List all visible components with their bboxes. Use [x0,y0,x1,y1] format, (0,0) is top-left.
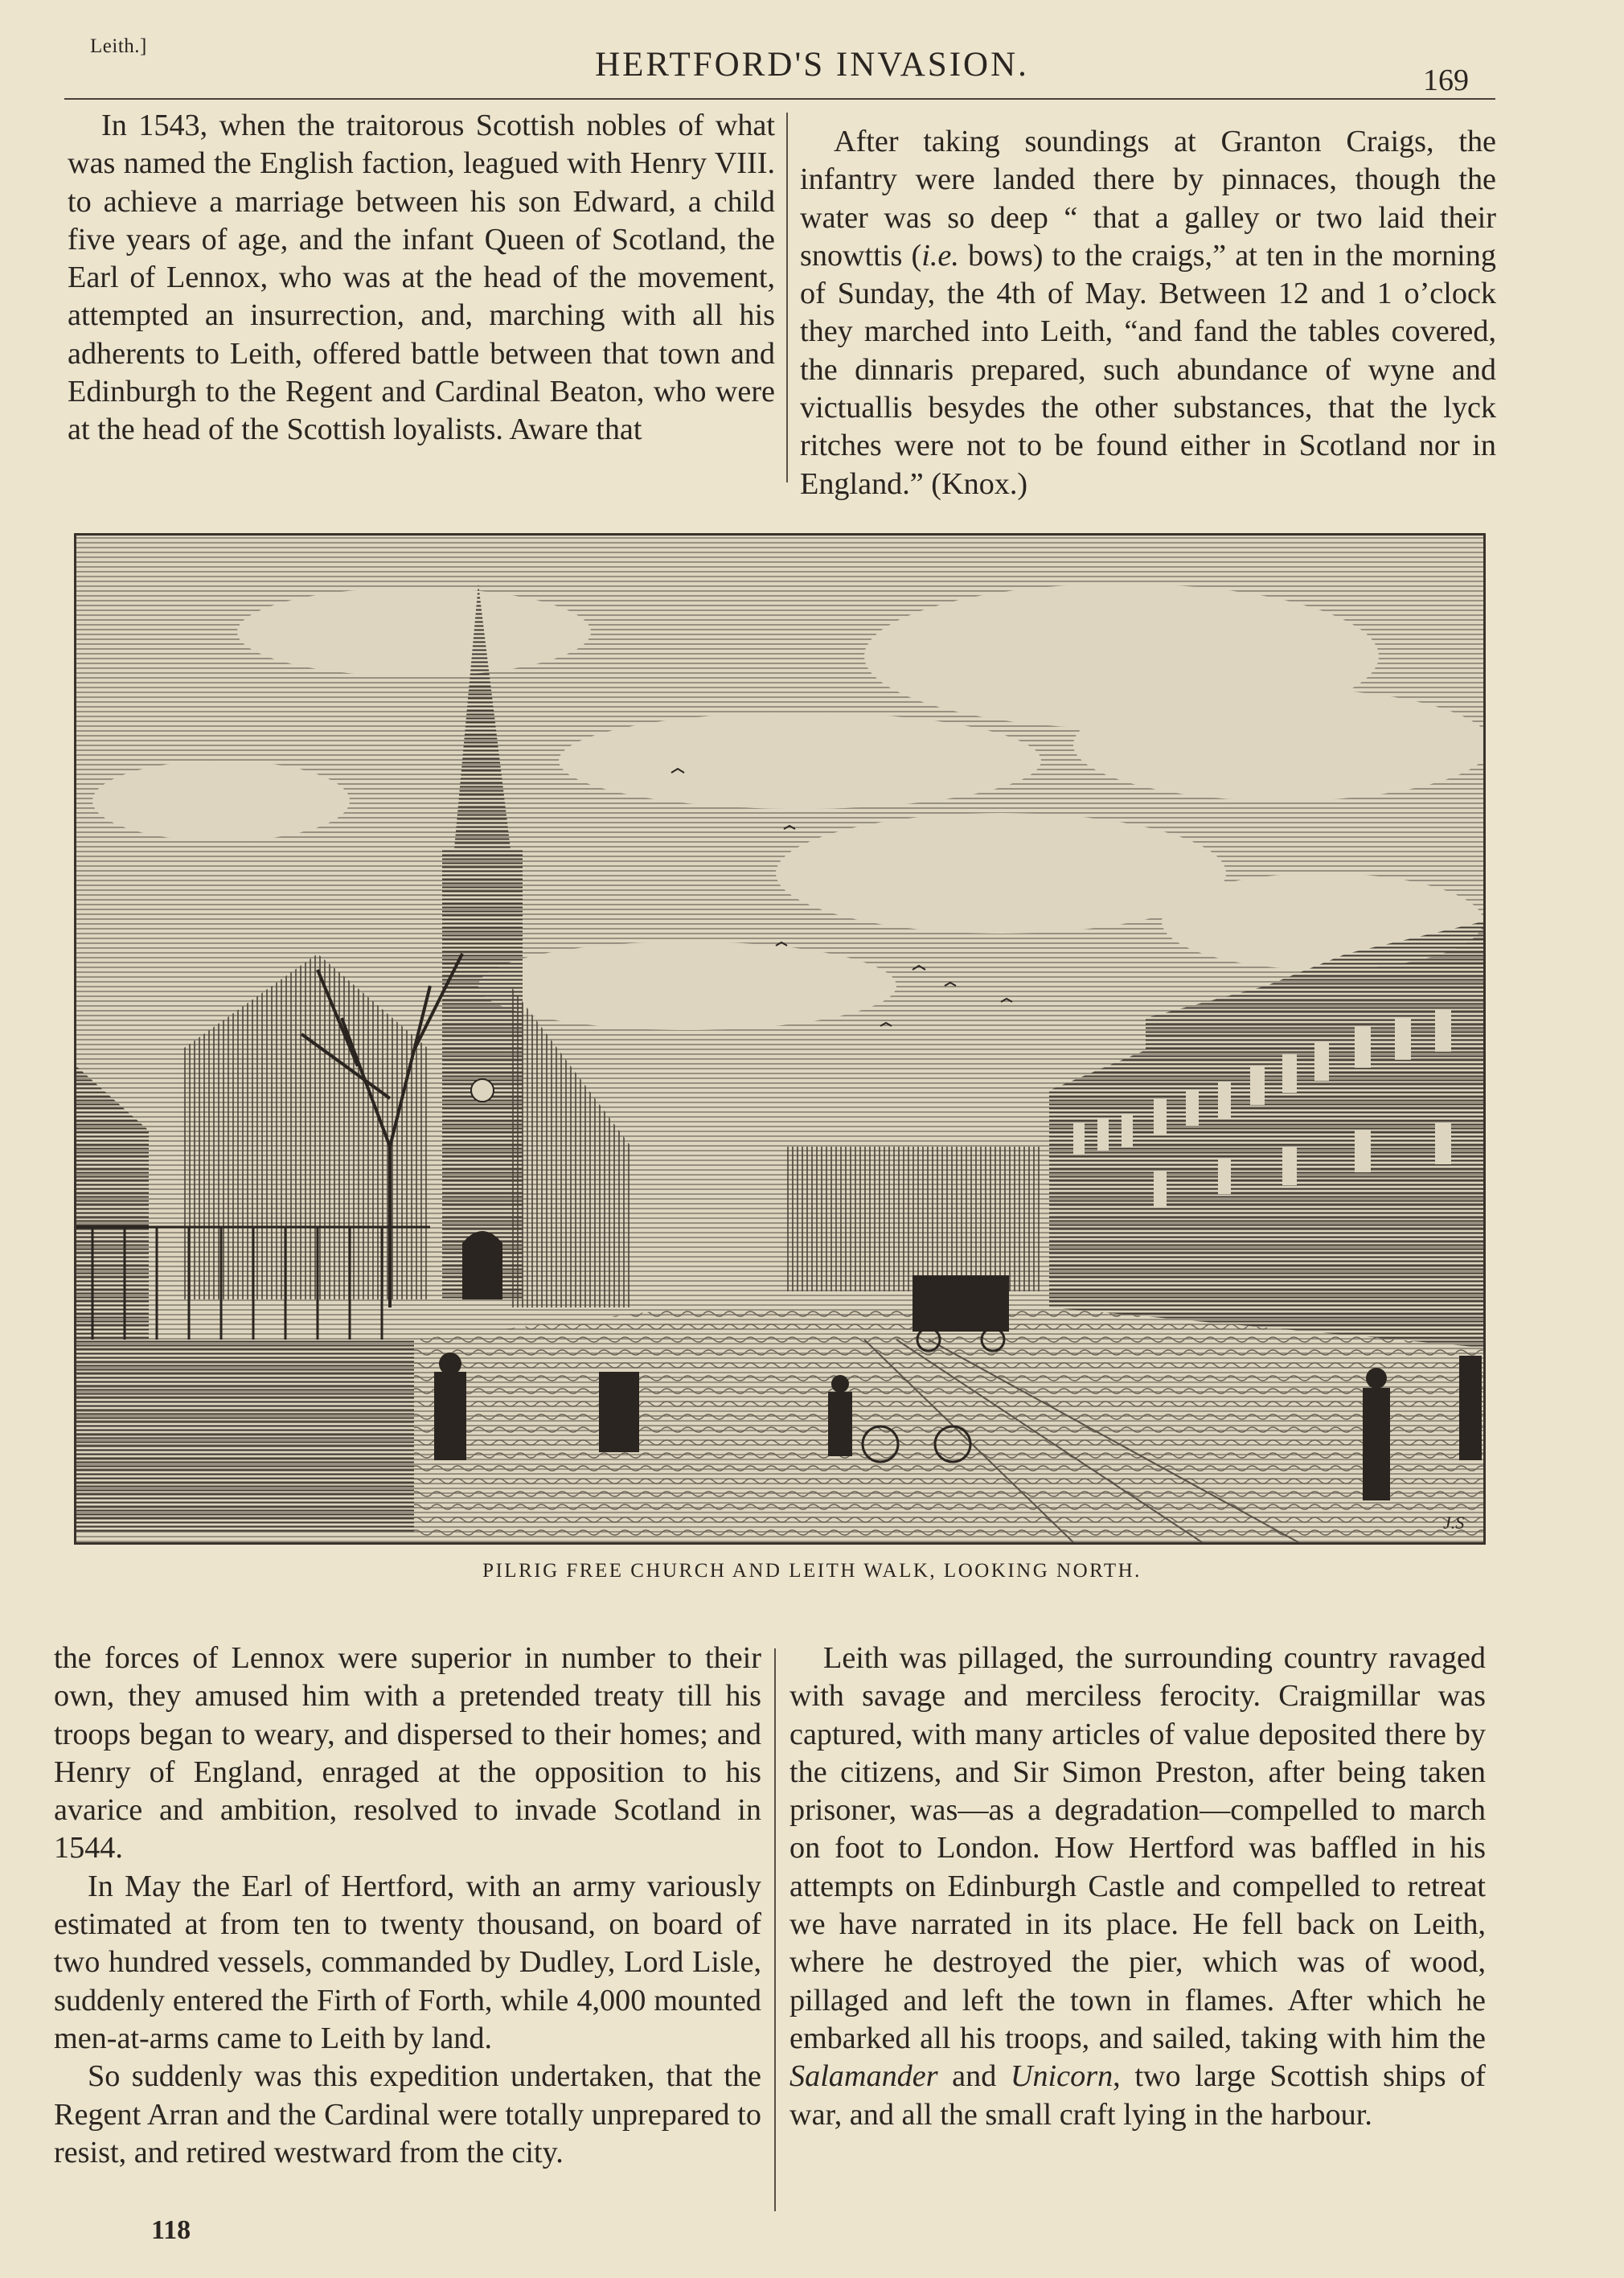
svg-text:J.S: J.S [1443,1513,1465,1533]
bottom-right-column [789,1640,1486,2134]
church-door [462,1231,502,1299]
paragraph: After taking soundings at Granton Craigs, the infantry were landed there by pinnaces, though the water was so deep “ that a galley or two laid their snowttis (i.e. bows) to the craigs,” at ten in the morning of Sunday, the 4th of May. Between 12 and 1 o’clock they marched into Leith, “and fand the tables covered, the dinnaris prepared, such abundance of wyne and victuallis besydes the other substances, that the lyck ritches were not to be found either in Scotland nor in England.” (Knox.) [800,125,1496,501]
clock-face [471,1079,494,1102]
italic-ie: i.e. [921,238,959,273]
column-rule [786,113,788,482]
paragraph: the forces of Lennox were superior in number to their own, they amused him with a pretended treaty till his troops began to weary, and dispersed to their homes; and Henry of England, enraged at the opposition to his avarice and ambition, resolved to invade Scotland in 1544. [54,1641,761,1865]
signature-number: 118 [151,2215,191,2245]
engraving-drawing [76,536,1483,1542]
running-title: HERTFORD'S INVASION. [595,46,1029,84]
paragraph: In 1543, when the traitorous Scottish nobles of what was named the English faction, leagued with Henry VIII. to achieve a marriage between his son Edward, a child five years of age, and the infant Queen of Scotland, the Earl of Lennox, who was at the head of the movement, attempted an insurrection, and, marching with all his adherents to Leith, offered battle between that town and Edinburgh to the Regent and Cardinal Beaton, who were at the head of the Scottish loyalists. Aware that [68,109,775,447]
page-number: 169 [1423,64,1469,97]
paragraph: In May the Earl of Hertford, with an army variously estimated at from ten to twenty thousand, on board of two hundred vessels, commanded by Dudley, Lord Lisle, suddenly entered the Firth of Forth, while 4,000 mounted men-at-arms came to Leith by land. [54,1869,761,2055]
top-left-column [68,107,775,449]
running-head-left: Leith.] [90,35,147,57]
top-right-column [800,123,1496,503]
column-rule [774,1648,776,2211]
ship-name-unicorn: Unicorn [1010,2059,1113,2094]
paragraph: So suddenly was this expedition undertaken, that the Regent Arran and the Cardinal were totally unprepared to resist, and retired westward from the city. [54,2059,761,2169]
engraving-illustration [74,533,1486,1545]
stone-wall [76,1340,414,1533]
street [414,1307,1483,1542]
paragraph: Leith was pillaged, the surrounding country ravaged with savage and merciless ferocity. Craigmillar was captured, with many articles of value deposited there by the citizens, and Sir Simon Preston, after being taken prisoner, was—as a degradation—compelled to march on foot to London. How Hertford was baffled in his attempts on Edinburgh Castle and compelled to retreat we have narrated in its place. He fell back on Leith, where he destroyed the pier, which was of wood, pillaged and left the town in flames. After which he embarked all his troops, and sailed, taking with him the Salamander and Unicorn, two large Scottish ships of war, and all the small craft lying in the harbour. [789,1641,1486,2132]
header-rule [64,98,1495,100]
ship-name-salamander: Salamander [789,2059,938,2094]
figure-caption: PILRIG FREE CHURCH AND LEITH WALK, LOOKING NORTH. [482,1560,1142,1582]
bottom-left-column [54,1640,761,2172]
